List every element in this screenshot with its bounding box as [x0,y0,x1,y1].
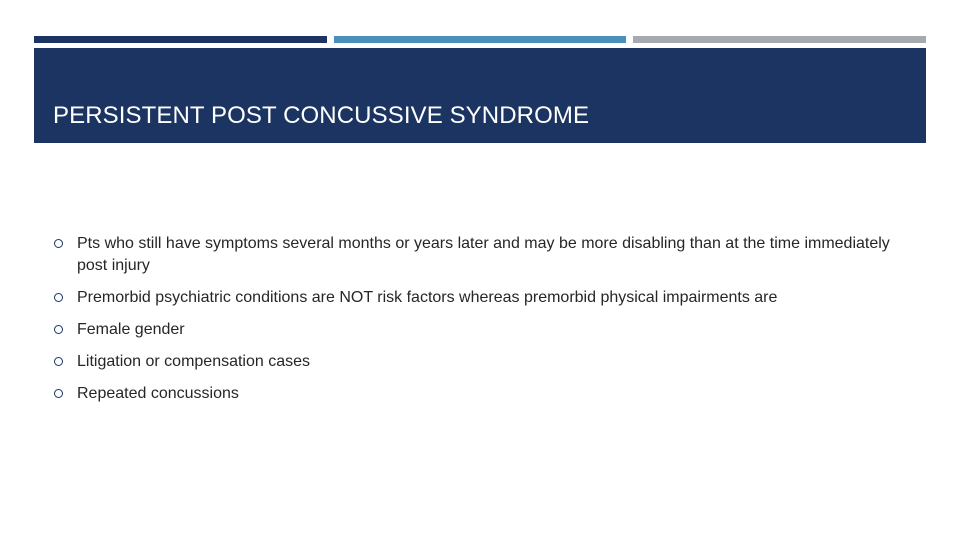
hollow-circle-bullet-icon [54,293,63,302]
bullet-item [54,319,904,341]
accent-bar-dark-blue [34,36,327,43]
accent-bar-light-blue [334,36,626,43]
bullet-item [54,383,904,405]
bullet-text: Premorbid psychiatric conditions are NOT risk factors whereas premorbid physical impairments are [77,289,778,306]
bullet-text: Pts who still have symptoms several months or years later and may be more disabling than at the time immediately post injury [77,235,890,274]
bullet-list [54,233,904,415]
slide-title: PERSISTENT POST CONCUSSIVE SYNDROME [53,102,590,129]
bullet-text: Repeated concussions [77,385,239,402]
bullet-item [54,233,904,277]
hollow-circle-bullet-icon [54,389,63,398]
bullet-item [54,287,904,309]
bullet-text: Litigation or compensation cases [77,353,311,370]
hollow-circle-bullet-icon [54,239,63,248]
hollow-circle-bullet-icon [54,325,63,334]
bullet-text: Female gender [77,321,185,338]
title-band [34,48,926,143]
hollow-circle-bullet-icon [54,357,63,366]
bullet-item [54,351,904,373]
accent-bar-gray [633,36,926,43]
